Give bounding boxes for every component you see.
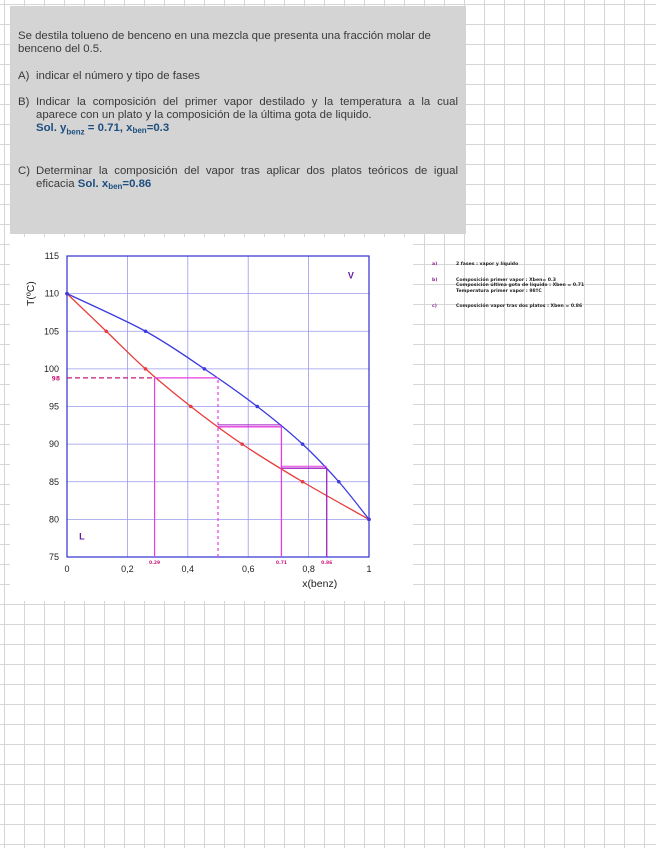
x-tick-label: 0,6	[241, 564, 255, 574]
phase-diagram	[10, 237, 413, 601]
vapor-point	[337, 480, 341, 484]
note-item	[432, 262, 642, 268]
y-tick-label: 110	[44, 288, 59, 299]
vapor-point	[65, 292, 69, 296]
phase-diagram-svg	[10, 237, 413, 601]
liquid-point	[240, 442, 244, 446]
boil-temp-annotation: 98	[51, 375, 60, 383]
question-b-solution: Sol. $y_{benz} = 0.71$, $x_{ben}=0.3$	[36, 122, 170, 137]
y-tick-label: 85	[48, 476, 59, 487]
y-tick-label: 75	[48, 552, 59, 562]
question-a	[18, 70, 458, 83]
x-tick-label: 0,4	[181, 564, 195, 574]
x-value-annotation: 0.29	[149, 561, 161, 566]
y-tick-label: 95	[48, 401, 59, 412]
note-label: b)	[432, 277, 438, 283]
note-line: 2 fases : vapor y líquido	[456, 262, 519, 267]
problem-intro: Se destila tolueno de benceno en una mezcla que presenta una fracción molar de benceno del 0.5.	[18, 30, 431, 55]
x-tick-label: 0,8	[302, 564, 315, 574]
note-item	[432, 304, 642, 310]
note-line: Temperatura primer vapor : 98ºC	[456, 288, 542, 294]
x-axis-label: x(benz)	[302, 578, 338, 590]
question-c-label: C)	[18, 165, 31, 178]
liquid-point	[144, 367, 148, 371]
x-tick-label: 1	[366, 564, 372, 574]
problem-statement	[10, 6, 466, 234]
question-c-text: Determinar la composición del vapor tras aplicar dos platos teóricos de igual eficacia	[36, 165, 458, 191]
liquid-point	[189, 405, 193, 409]
question-c-solution: Sol. $x_{ben}=0.86$	[77, 178, 152, 192]
note-label: c)	[432, 304, 437, 310]
y-tick-label: 100	[43, 363, 59, 374]
y-axis-label: T(ºC)	[25, 281, 37, 307]
x-value-annotation: 0.86	[321, 561, 333, 566]
x-value-annotation: 0.71	[275, 561, 287, 566]
y-tick-label: 105	[43, 326, 59, 337]
liquid-region-label: L	[79, 531, 85, 542]
vapor-region-label: V	[347, 270, 354, 281]
vapor-point	[301, 442, 305, 446]
x-tick-label: 0,2	[121, 564, 134, 574]
note-line: Composición última gota de líquido : Xben = 0.71	[456, 283, 585, 289]
question-a-label: A)	[18, 70, 30, 82]
vapor-point	[203, 367, 207, 371]
x-tick-label: 0	[64, 564, 70, 574]
y-tick-label: 90	[48, 439, 59, 450]
vapor-point	[144, 329, 148, 333]
question-b-text: Indicar la composición del primer vapor destilado y la temperatura a la cual aparece con un plato y la composición de la última gota de liquido.	[36, 96, 458, 121]
question-b	[18, 96, 458, 138]
question-a-text: indicar el número y tipo de fases	[36, 70, 200, 82]
note-label: a)	[432, 262, 438, 267]
y-tick-label: 115	[44, 251, 59, 261]
y-tick-label: 80	[48, 514, 59, 525]
note-item	[432, 278, 642, 295]
vapor-point	[255, 405, 259, 409]
note-line: Composición primer vapor : Xben= 0.3	[456, 277, 556, 283]
vapor-point	[367, 518, 371, 522]
handwritten-notes	[432, 262, 642, 320]
question-c	[18, 165, 458, 193]
question-b-label: B)	[18, 96, 30, 108]
liquid-point	[301, 480, 305, 484]
note-line: Composición vapor tras dos platos : Xben = 0.86	[456, 304, 583, 310]
liquid-point	[104, 329, 108, 333]
